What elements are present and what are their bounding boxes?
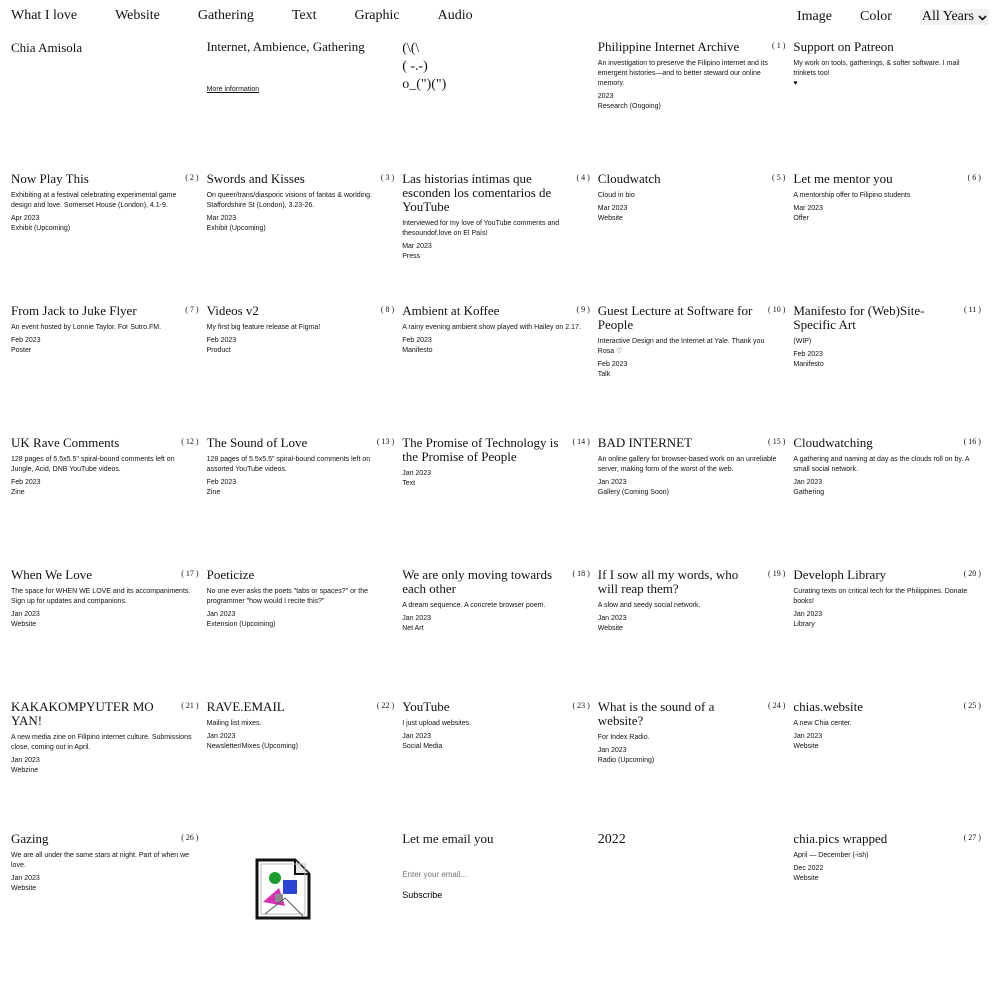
project-title: Cloudwatch xyxy=(597,172,661,186)
project-date: Jan 2023 xyxy=(793,733,823,740)
project-category: Talk xyxy=(597,371,611,378)
project-number: ( 25 ) xyxy=(963,701,981,710)
project-date: Jan 2023 xyxy=(206,611,236,618)
project-card[interactable] xyxy=(402,700,598,832)
project-description: A new media zine on Filipino internet culture. Submissions close, coming out in April. xyxy=(11,734,192,751)
project-date: Jan 2023 xyxy=(402,615,431,622)
project-title: Poeticize xyxy=(206,568,255,582)
project-card[interactable] xyxy=(793,436,989,568)
project-description: On queer/trans/diasporic visions of fantas & worlding. Staffordshire St (London), 3.23-26. xyxy=(206,192,372,209)
project-card[interactable] xyxy=(207,568,403,700)
project-title: UK Rave Comments xyxy=(11,436,120,450)
project-title: Cloudwatching xyxy=(793,436,873,450)
project-title: Swords and Kisses xyxy=(206,172,305,186)
project-category: Exhibit (Upcoming) xyxy=(206,225,266,232)
project-number: ( 9 ) xyxy=(576,305,590,314)
nav-view-controls xyxy=(797,9,989,25)
project-category: Social Media xyxy=(402,743,443,750)
chevron-down-icon xyxy=(978,13,987,24)
project-category: Offer xyxy=(793,215,809,222)
project-description: (WIP) xyxy=(793,338,812,345)
project-card[interactable] xyxy=(598,700,794,832)
tagline: Internet, Ambience, Gathering xyxy=(206,40,365,54)
project-title: If I sow all my words, who will reap them? xyxy=(597,568,739,596)
project-title: Now Play This xyxy=(11,172,89,186)
nav-text[interactable]: Text xyxy=(291,8,317,23)
project-card[interactable] xyxy=(11,700,207,832)
project-number: ( 12 ) xyxy=(181,437,199,446)
nav-color[interactable]: Color xyxy=(859,9,892,24)
project-category: Poster xyxy=(11,347,32,354)
project-number: ( 3 ) xyxy=(380,173,395,182)
nav-website[interactable]: Website xyxy=(115,8,160,23)
project-card[interactable] xyxy=(598,568,794,700)
project-category: Website xyxy=(11,885,37,892)
year-select[interactable] xyxy=(920,9,989,25)
project-card[interactable] xyxy=(11,304,207,436)
project-category: Manifesto xyxy=(402,347,433,354)
project-number: ( 2 ) xyxy=(185,173,199,182)
project-number: ( 11 ) xyxy=(963,305,981,314)
project-number: ( 18 ) xyxy=(572,569,590,578)
project-number: ( 15 ) xyxy=(768,437,786,446)
project-description: A rainy evening ambient show played with Hailey on 2.17. xyxy=(402,324,581,331)
project-description: A dream sequence. A concrete browser poem. xyxy=(402,602,546,609)
project-card[interactable] xyxy=(11,172,207,304)
project-description: No one ever asks the poets "tabs or spaces?" or the programmer "how would I recite this?" xyxy=(206,588,368,605)
project-category: Website xyxy=(11,621,37,628)
project-date: Dec 2022 xyxy=(793,865,824,872)
project-category: Radio (Upcoming) xyxy=(597,757,655,764)
project-category: Website xyxy=(793,743,819,750)
project-date: Jan 2023 xyxy=(402,470,431,477)
project-date: Mar 2023 xyxy=(402,243,432,250)
project-card[interactable] xyxy=(207,700,403,832)
project-description: A slow and seedy social network. xyxy=(597,602,701,609)
project-title: What is the sound of a website? xyxy=(597,700,715,728)
project-date: Feb 2023 xyxy=(206,479,237,486)
project-title: From Jack to Juke Flyer xyxy=(11,304,137,318)
patreon-title: Support on Patreon xyxy=(793,40,894,54)
project-date: Jan 2023 xyxy=(11,757,40,764)
project-description: A mentorship offer to Filipino students xyxy=(793,192,911,199)
project-date: Mar 2023 xyxy=(793,205,823,212)
project-description: An online gallery for browser-based work on an unreliable server, making form of the worst of the web. xyxy=(597,456,777,473)
subscribe-button[interactable]: Subscribe xyxy=(402,890,443,900)
project-description: A new Chia center. xyxy=(793,720,852,727)
project-title: The Promise of Technology is the Promise of People xyxy=(402,436,559,464)
email-signup-title: Let me email you xyxy=(402,832,494,846)
project-card[interactable] xyxy=(793,700,989,832)
project-date: Jan 2023 xyxy=(597,747,627,754)
project-number: ( 7 ) xyxy=(185,305,199,314)
project-number: ( 10 ) xyxy=(768,305,786,314)
year-heading: 2022 xyxy=(597,832,626,847)
heart-icon: ♥ xyxy=(793,80,798,87)
project-title: The Sound of Love xyxy=(206,436,308,450)
nav-category-links xyxy=(11,8,511,24)
project-number: ( 13 ) xyxy=(376,437,395,446)
project-date: Jan 2023 xyxy=(11,611,40,618)
project-title: chias.website xyxy=(793,700,864,714)
more-information-link[interactable]: More information xyxy=(206,86,260,93)
project-number: ( 24 ) xyxy=(768,701,786,710)
project-description: For Index Radio. xyxy=(597,734,650,741)
project-category: Gathering xyxy=(793,489,825,496)
project-category: Press xyxy=(402,253,421,260)
project-date: Jan 2023 xyxy=(793,611,823,618)
project-description: I just upload websites. xyxy=(402,720,472,727)
project-category: Website xyxy=(597,625,623,632)
ascii-bunny: (\(\ ( -.-) o_(")(") xyxy=(402,41,447,92)
project-category: Net Art xyxy=(402,625,424,632)
project-date: Feb 2023 xyxy=(11,337,41,344)
project-description: Mailing list mixes. xyxy=(206,720,262,727)
project-description: Exhibiting at a festival celebrating experimental game design and love. Somerset House (London), 4.1-9. xyxy=(11,192,177,209)
project-date: 2023 xyxy=(597,93,614,100)
project-date: Mar 2023 xyxy=(206,215,237,222)
project-title: Developh Library xyxy=(793,568,887,582)
project-date: Jan 2023 xyxy=(597,615,627,622)
year-select-value: All Years xyxy=(921,9,974,24)
project-description: We are all under the same stars at night. Part of when we love. xyxy=(11,852,190,869)
project-date: Feb 2023 xyxy=(206,337,237,344)
project-description: April — December (-ish) xyxy=(793,852,869,859)
project-number: ( 4 ) xyxy=(576,173,590,182)
project-card[interactable] xyxy=(793,304,989,436)
project-card[interactable] xyxy=(402,436,598,568)
project-category: Newsletter/Mixes (Upcoming) xyxy=(206,743,299,750)
project-description: The space for WHEN WE LOVE and its accompaniments. Sign up for updates and companions. xyxy=(11,588,191,605)
project-title: Let me mentor you xyxy=(793,172,893,186)
project-category: Zine xyxy=(206,489,221,496)
project-date: Mar 2023 xyxy=(597,205,628,212)
project-card[interactable] xyxy=(598,304,794,436)
project-description: An event hosted by Lonnie Taylor. For Sutro.FM. xyxy=(11,324,162,331)
patreon-description: My work on tools, gatherings, & softer software. I mail trinkets too! xyxy=(793,60,960,77)
project-card[interactable] xyxy=(402,304,598,436)
project-title: Gazing xyxy=(11,831,49,846)
project-number: ( 21 ) xyxy=(181,701,199,710)
project-title: We are only moving towards each other xyxy=(402,568,553,596)
nav-audio[interactable]: Audio xyxy=(437,8,473,23)
patreon-card[interactable] xyxy=(793,40,989,172)
project-card[interactable] xyxy=(598,40,794,172)
author-cell xyxy=(11,40,207,172)
project-number: ( 14 ) xyxy=(572,437,590,446)
project-title: Videos v2 xyxy=(206,304,259,318)
project-category: Extension (Upcoming) xyxy=(206,621,276,628)
project-number: ( 16 ) xyxy=(963,437,981,446)
project-title: KAKAKOMPYUTER MO YAN! xyxy=(11,700,154,728)
project-card[interactable] xyxy=(793,568,989,700)
nav-gathering[interactable]: Gathering xyxy=(197,8,254,23)
project-description: Interactive Design and the Internet at Yale. Thank you Rosa ♡ xyxy=(597,338,765,355)
project-number: ( 22 ) xyxy=(376,701,395,710)
project-title: RAVE.EMAIL xyxy=(206,700,285,714)
ascii-cell xyxy=(402,40,598,172)
project-category: Zine xyxy=(11,489,25,496)
project-card[interactable] xyxy=(793,172,989,304)
project-title: YouTube xyxy=(402,700,450,714)
project-category: Text xyxy=(402,480,416,487)
project-description: 128 pages of 5.5x5.5" spiral-bound comments left on Jungle, Acid, DNB YouTube videos. xyxy=(11,456,175,473)
project-card[interactable] xyxy=(207,304,403,436)
project-card[interactable] xyxy=(207,172,403,304)
project-description: A gathering and naming at day as the clouds roll on by. A small social network. xyxy=(793,456,970,473)
project-number: ( 8 ) xyxy=(380,305,395,314)
project-category: Webzine xyxy=(11,767,39,774)
project-card[interactable] xyxy=(207,436,403,568)
project-description: My first big feature release at Figma! xyxy=(206,324,321,331)
project-date: Feb 2023 xyxy=(11,479,41,486)
project-category: Exhibit (Upcoming) xyxy=(11,225,71,232)
project-title: Manifesto for (Web)Site-Specific Art xyxy=(793,304,925,332)
project-grid xyxy=(11,40,989,964)
project-category: Research (Ongoing) xyxy=(597,103,661,110)
project-title: When We Love xyxy=(11,568,93,582)
project-number: ( 23 ) xyxy=(572,701,590,710)
project-number: ( 17 ) xyxy=(181,569,199,578)
project-title: Guest Lecture at Software for People xyxy=(597,304,753,332)
project-card[interactable] xyxy=(11,832,207,964)
project-date: Apr 2023 xyxy=(11,215,40,222)
project-card[interactable] xyxy=(598,172,794,304)
project-card[interactable] xyxy=(11,436,207,568)
project-card[interactable] xyxy=(598,436,794,568)
project-date: Jan 2023 xyxy=(206,733,236,740)
project-number: ( 20 ) xyxy=(963,569,981,578)
email-signup xyxy=(402,832,598,964)
project-number: ( 5 ) xyxy=(772,173,786,182)
project-description: Cloud in bio xyxy=(597,192,635,199)
project-number: ( 27 ) xyxy=(963,833,981,842)
project-title: Ambient at Koffee xyxy=(402,304,500,318)
project-description: Interviewed for my love of YouTube comments and thesoundof.love on El País! xyxy=(402,220,560,237)
nav-image[interactable]: Image xyxy=(797,9,832,24)
project-card[interactable] xyxy=(402,172,598,304)
project-number: ( 19 ) xyxy=(768,569,786,578)
project-date: Jan 2023 xyxy=(402,733,431,740)
project-description: An investigation to preserve the Filipino internet and its emergent histories—and to better steward our online memory. xyxy=(597,60,768,87)
project-category: Product xyxy=(206,347,231,354)
project-category: Website xyxy=(793,875,819,882)
top-nav xyxy=(11,8,989,26)
project-title: Philippine Internet Archive xyxy=(597,40,740,54)
project-date: Jan 2023 xyxy=(597,479,627,486)
project-card[interactable] xyxy=(11,568,207,700)
project-title: Las historias íntimas que esconden los comentarios de YouTube xyxy=(402,172,552,214)
project-title: chia.pics wrapped xyxy=(793,832,888,846)
nav-what-i-love[interactable]: What I love xyxy=(11,8,78,23)
author-name[interactable]: Chia Amisola xyxy=(11,40,83,55)
project-date: Jan 2023 xyxy=(793,479,823,486)
nav-graphic[interactable]: Graphic xyxy=(354,8,400,23)
project-date: Feb 2023 xyxy=(597,361,628,368)
project-date: Jan 2023 xyxy=(11,875,40,882)
project-category: Manifesto xyxy=(793,361,824,368)
project-number: ( 1 ) xyxy=(772,41,786,50)
project-category: Gallery (Coming Soon) xyxy=(597,489,669,496)
project-number: ( 6 ) xyxy=(967,173,981,182)
email-input[interactable] xyxy=(402,870,562,879)
project-title: BAD INTERNET xyxy=(597,436,693,450)
project-category: Library xyxy=(793,621,815,628)
project-date: Feb 2023 xyxy=(793,351,823,358)
empty-cell xyxy=(207,832,403,964)
project-description: Curating texts on critical tech for the Philippines. Donate books! xyxy=(793,588,968,605)
project-card[interactable] xyxy=(793,832,989,964)
tagline-cell xyxy=(207,40,403,172)
project-date: Feb 2023 xyxy=(402,337,432,344)
project-description: 128 pages of 5.5x5.5" spiral-bound comments left on assorted YouTube videos. xyxy=(206,456,371,473)
project-category: Website xyxy=(597,215,623,222)
year-divider xyxy=(598,832,794,964)
project-card[interactable] xyxy=(402,568,598,700)
project-number: ( 26 ) xyxy=(181,833,199,842)
